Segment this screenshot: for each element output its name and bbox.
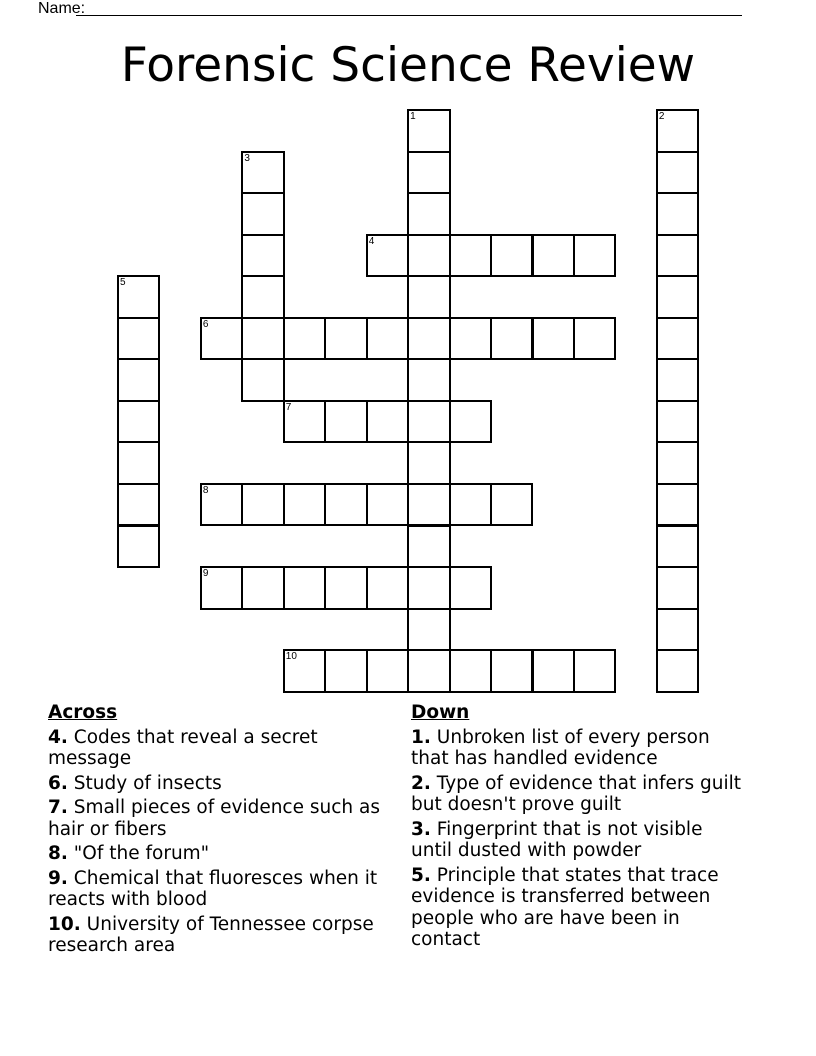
grid-cell[interactable] xyxy=(241,317,284,361)
grid-cell[interactable] xyxy=(241,275,284,319)
clue-across xyxy=(48,773,393,795)
grid-cell[interactable] xyxy=(366,317,409,361)
grid-cell[interactable] xyxy=(407,192,450,236)
grid-cell[interactable] xyxy=(532,234,575,278)
name-input-line[interactable] xyxy=(76,15,742,16)
grid-cell[interactable] xyxy=(573,317,616,361)
grid-cell[interactable] xyxy=(241,483,284,527)
clue-text: Unbroken list of every person that has handled evidence xyxy=(411,726,710,769)
grid-cell[interactable] xyxy=(200,317,243,361)
grid-cell[interactable] xyxy=(656,483,699,527)
clue-number: 10. xyxy=(48,913,81,935)
grid-cell[interactable] xyxy=(656,109,699,153)
grid-cell[interactable] xyxy=(283,483,326,527)
grid-cell[interactable] xyxy=(407,483,450,527)
grid-cell[interactable] xyxy=(656,358,699,402)
grid-cell[interactable] xyxy=(407,441,450,485)
grid-cell[interactable] xyxy=(117,317,160,361)
clue-number: 3. xyxy=(411,818,431,840)
grid-cell[interactable] xyxy=(449,649,492,693)
grid-cell[interactable] xyxy=(407,109,450,153)
grid-cell[interactable] xyxy=(200,566,243,610)
clue-across xyxy=(48,727,393,770)
cell-number: 1 xyxy=(410,111,416,122)
across-heading: Across xyxy=(48,702,118,723)
clue-across xyxy=(48,868,393,911)
clue-text: Small pieces of evidence such as hair or fibers xyxy=(48,797,380,840)
clue-down xyxy=(411,819,741,862)
grid-cell[interactable] xyxy=(324,400,367,444)
grid-cell[interactable] xyxy=(283,649,326,693)
grid-cell[interactable] xyxy=(449,317,492,361)
grid-cell[interactable] xyxy=(200,483,243,527)
grid-cell[interactable] xyxy=(324,566,367,610)
grid-cell[interactable] xyxy=(656,525,699,569)
grid-cell[interactable] xyxy=(490,483,533,527)
grid-cell[interactable] xyxy=(407,358,450,402)
grid-cell[interactable] xyxy=(532,317,575,361)
grid-cell[interactable] xyxy=(449,566,492,610)
grid-cell[interactable] xyxy=(407,275,450,319)
grid-cell[interactable] xyxy=(407,608,450,652)
grid-cell[interactable] xyxy=(366,566,409,610)
grid-cell[interactable] xyxy=(366,234,409,278)
grid-cell[interactable] xyxy=(283,317,326,361)
clue-across xyxy=(48,914,393,957)
grid-cell[interactable] xyxy=(407,317,450,361)
grid-cell[interactable] xyxy=(407,525,450,569)
clue-text: Fingerprint that is not visible until dusted with powder xyxy=(411,818,703,861)
grid-cell[interactable] xyxy=(407,151,450,195)
cell-number: 5 xyxy=(120,277,126,289)
grid-cell[interactable] xyxy=(117,358,160,402)
clue-text: Chemical that fluoresces when it reacts with blood xyxy=(48,867,378,910)
cell-number: 3 xyxy=(244,152,250,164)
grid-cell[interactable] xyxy=(449,234,492,278)
clue-text: Study of insects xyxy=(73,772,222,794)
grid-cell[interactable] xyxy=(656,441,699,485)
grid-cell[interactable] xyxy=(407,649,450,693)
grid-cell[interactable] xyxy=(656,649,699,693)
grid-cell[interactable] xyxy=(490,234,533,278)
grid-cell[interactable] xyxy=(656,400,699,444)
cell-number: 6 xyxy=(202,318,209,330)
grid-cell[interactable] xyxy=(573,234,616,278)
clue-down xyxy=(411,727,741,770)
clue-text: Type of evidence that infers guilt but doesn't prove guilt xyxy=(411,772,741,815)
clue-number: 1. xyxy=(411,726,431,748)
grid-cell[interactable] xyxy=(407,400,450,444)
grid-cell[interactable] xyxy=(490,317,533,361)
clue-number: 7. xyxy=(48,797,68,818)
grid-cell[interactable] xyxy=(324,317,367,361)
clue-number: 4. xyxy=(48,726,68,748)
clue-number: 9. xyxy=(48,867,68,889)
grid-cell[interactable] xyxy=(656,608,699,652)
grid-cell[interactable] xyxy=(656,317,699,361)
grid-cell[interactable] xyxy=(366,649,409,693)
grid-cell[interactable] xyxy=(283,566,326,610)
grid-cell[interactable] xyxy=(656,234,699,278)
grid-cell[interactable] xyxy=(656,275,699,319)
grid-cell[interactable] xyxy=(573,649,616,693)
grid-cell[interactable] xyxy=(283,400,326,444)
down-heading: Down xyxy=(411,702,470,723)
cell-number: 8 xyxy=(202,484,209,496)
grid-cell[interactable] xyxy=(656,192,699,236)
across-clues xyxy=(48,702,393,960)
grid-cell[interactable] xyxy=(117,400,160,444)
grid-cell[interactable] xyxy=(490,649,533,693)
clue-text: University of Tennessee corpse research area xyxy=(48,913,374,956)
cell-number: 4 xyxy=(368,235,375,247)
clue-across xyxy=(48,843,393,865)
grid-cell[interactable] xyxy=(241,192,284,236)
down-clues xyxy=(411,702,741,954)
clue-down xyxy=(411,773,741,816)
name-label: Name: xyxy=(38,0,86,17)
page-title: Forensic Science Review xyxy=(120,38,696,93)
clue-text: "Of the forum" xyxy=(73,843,210,864)
grid-cell[interactable] xyxy=(117,483,160,527)
cell-number: 9 xyxy=(202,568,209,580)
clue-text: Codes that reveal a secret message xyxy=(48,726,318,769)
grid-cell[interactable] xyxy=(656,151,699,195)
grid-cell[interactable] xyxy=(241,151,284,195)
grid-cell[interactable] xyxy=(449,400,492,444)
clue-number: 8. xyxy=(48,843,68,864)
clue-number: 6. xyxy=(48,772,68,794)
grid-cell[interactable] xyxy=(449,483,492,527)
grid-cell[interactable] xyxy=(117,275,160,319)
grid-cell[interactable] xyxy=(407,566,450,610)
grid-cell[interactable] xyxy=(117,525,160,569)
grid-cell[interactable] xyxy=(324,649,367,693)
grid-cell[interactable] xyxy=(117,441,160,485)
grid-cell[interactable] xyxy=(366,400,409,444)
clue-number: 5. xyxy=(411,864,431,886)
cell-number: 7 xyxy=(285,401,292,413)
grid-cell[interactable] xyxy=(241,358,284,402)
clue-text: Principle that states that trace evidence is transferred between people who are have been in contact xyxy=(411,864,719,950)
grid-cell[interactable] xyxy=(532,649,575,693)
grid-cell[interactable] xyxy=(407,234,450,278)
grid-cell[interactable] xyxy=(324,483,367,527)
cell-number: 2 xyxy=(658,111,665,122)
clue-number: 2. xyxy=(411,772,431,794)
clue-down xyxy=(411,865,741,951)
grid-cell[interactable] xyxy=(241,234,284,278)
grid-cell[interactable] xyxy=(656,566,699,610)
clue-across xyxy=(48,797,393,840)
grid-cell[interactable] xyxy=(366,483,409,527)
grid-cell[interactable] xyxy=(241,566,284,610)
cell-number: 10 xyxy=(285,651,297,663)
